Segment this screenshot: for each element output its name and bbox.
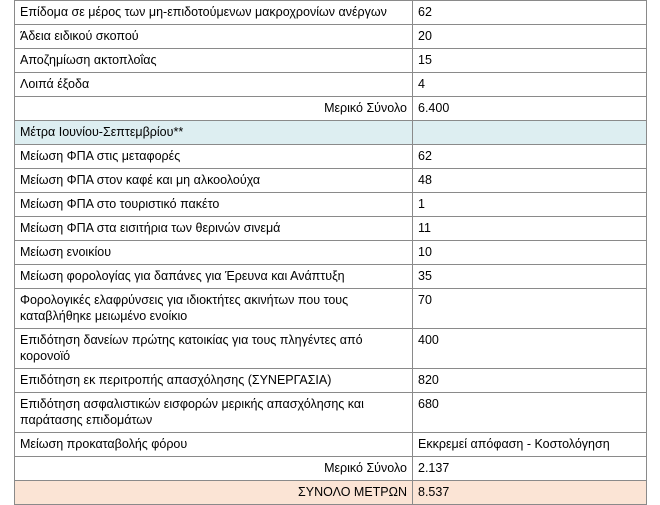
row-label-text: Επίδομα σε μέρος των μη-επιδοτούμενων μακροχρονίων ανέργων xyxy=(20,5,387,19)
row-value-text: 400 xyxy=(418,333,439,347)
table-row xyxy=(15,241,647,265)
table-row xyxy=(15,369,647,393)
subtotal-label-text: Μερικό Σύνολο xyxy=(324,461,407,475)
row-value xyxy=(413,433,647,457)
row-label xyxy=(15,193,413,217)
table-row xyxy=(15,73,647,97)
row-value-text: 35 xyxy=(418,269,432,283)
subtotal-label-text: Μερικό Σύνολο xyxy=(324,101,407,115)
row-label-text: Επιδότηση εκ περιτροπής απασχόλησης (ΣΥΝΕΡΓΑΣΙΑ) xyxy=(20,373,332,387)
table-row xyxy=(15,1,647,25)
row-value xyxy=(413,25,647,49)
row-label-text: Επιδότηση ασφαλιστικών εισφορών μερικής απασχόλησης και παράτασης επιδομάτων xyxy=(20,397,364,427)
table-row xyxy=(15,193,647,217)
table-row xyxy=(15,49,647,73)
row-label xyxy=(15,1,413,25)
row-label xyxy=(15,241,413,265)
row-value-text: 62 xyxy=(418,149,432,163)
row-value xyxy=(413,265,647,289)
row-value-text: 11 xyxy=(418,221,431,235)
table-row xyxy=(15,393,647,433)
row-value xyxy=(413,169,647,193)
row-value-text: 48 xyxy=(418,173,432,187)
row-value-text: 4 xyxy=(418,77,425,91)
row-value xyxy=(413,217,647,241)
row-label xyxy=(15,169,413,193)
table-row xyxy=(15,217,647,241)
row-label xyxy=(15,289,413,329)
row-label-text: Αποζημίωση ακτοπλοΐας xyxy=(20,53,157,67)
row-label xyxy=(15,329,413,369)
table-row xyxy=(15,25,647,49)
row-value-text: 70 xyxy=(418,293,432,307)
row-label xyxy=(15,25,413,49)
row-value-text: 820 xyxy=(418,373,439,387)
row-label xyxy=(15,145,413,169)
table-row-subtotal xyxy=(15,457,647,481)
table-row xyxy=(15,329,647,369)
table-row xyxy=(15,169,647,193)
row-value xyxy=(413,73,647,97)
fiscal-measures-table xyxy=(14,0,647,505)
row-label xyxy=(15,49,413,73)
row-label-text: Μείωση ΦΠΑ στον καφέ και μη αλκοολούχα xyxy=(20,173,261,187)
row-value xyxy=(413,241,647,265)
subtotal-value xyxy=(413,457,647,481)
row-label-text: Μείωση ενοικίου xyxy=(20,245,112,259)
subtotal-value xyxy=(413,97,647,121)
row-value xyxy=(413,49,647,73)
row-label-text: Λοιπά έξοδα xyxy=(20,77,90,91)
row-value xyxy=(413,369,647,393)
row-label-text: Μείωση ΦΠΑ στο τουριστικό πακέτο xyxy=(20,197,220,211)
row-label-text: Μείωση ΦΠΑ στα εισιτήρια των θερινών σινεμά xyxy=(20,221,281,235)
row-value-text: 15 xyxy=(418,53,432,67)
subtotal-label xyxy=(15,457,413,481)
subtotal-label xyxy=(15,97,413,121)
row-label-text: Φορολογικές ελαφρύνσεις για ιδιοκτήτες ακινήτων που τους καταβλήθηκε μειωμένο ενοίκιο xyxy=(20,293,349,323)
row-value-text: 680 xyxy=(418,397,439,411)
table-row-section-header xyxy=(15,121,647,145)
row-value xyxy=(413,289,647,329)
row-label xyxy=(15,73,413,97)
row-label-text: Μείωση προκαταβολής φόρου xyxy=(20,437,188,451)
table-row xyxy=(15,145,647,169)
row-value-text: 20 xyxy=(418,29,432,43)
row-value xyxy=(413,145,647,169)
row-value-text: 10 xyxy=(418,245,432,259)
row-label xyxy=(15,433,413,457)
row-label-text: Μείωση ΦΠΑ στις μεταφορές xyxy=(20,149,181,163)
grand-total-value-text: 8.537 xyxy=(418,485,450,499)
subtotal-value-text: 6.400 xyxy=(418,101,450,115)
section-label xyxy=(15,121,413,145)
row-value-text: 62 xyxy=(418,5,432,19)
table-body xyxy=(15,1,647,505)
row-label-text: Άδεια ειδικού σκοπού xyxy=(20,29,139,43)
table-row-subtotal xyxy=(15,97,647,121)
section-value xyxy=(413,121,647,145)
subtotal-value-text: 2.137 xyxy=(418,461,450,475)
row-value xyxy=(413,393,647,433)
row-label xyxy=(15,217,413,241)
row-label-text: Επιδότηση δανείων πρώτης κατοικίας για τους πληγέντες από κορονοϊό xyxy=(20,333,363,363)
table-row xyxy=(15,433,647,457)
row-label-text: Μείωση φορολογίας για δαπάνες για Έρευνα και Ανάπτυξη xyxy=(20,269,345,283)
row-value xyxy=(413,1,647,25)
row-label xyxy=(15,393,413,433)
table-row xyxy=(15,265,647,289)
grand-total-label-text: ΣΥΝΟΛΟ ΜΕΤΡΩΝ xyxy=(298,485,407,499)
row-value-text: Εκκρεμεί απόφαση - Κοστολόγηση xyxy=(418,437,610,451)
row-value xyxy=(413,193,647,217)
section-label-text: Μέτρα Ιουνίου-Σεπτεμβρίου** xyxy=(20,125,184,139)
table-row xyxy=(15,289,647,329)
row-value xyxy=(413,329,647,369)
row-label xyxy=(15,265,413,289)
row-value-text: 1 xyxy=(418,197,425,211)
row-label xyxy=(15,369,413,393)
